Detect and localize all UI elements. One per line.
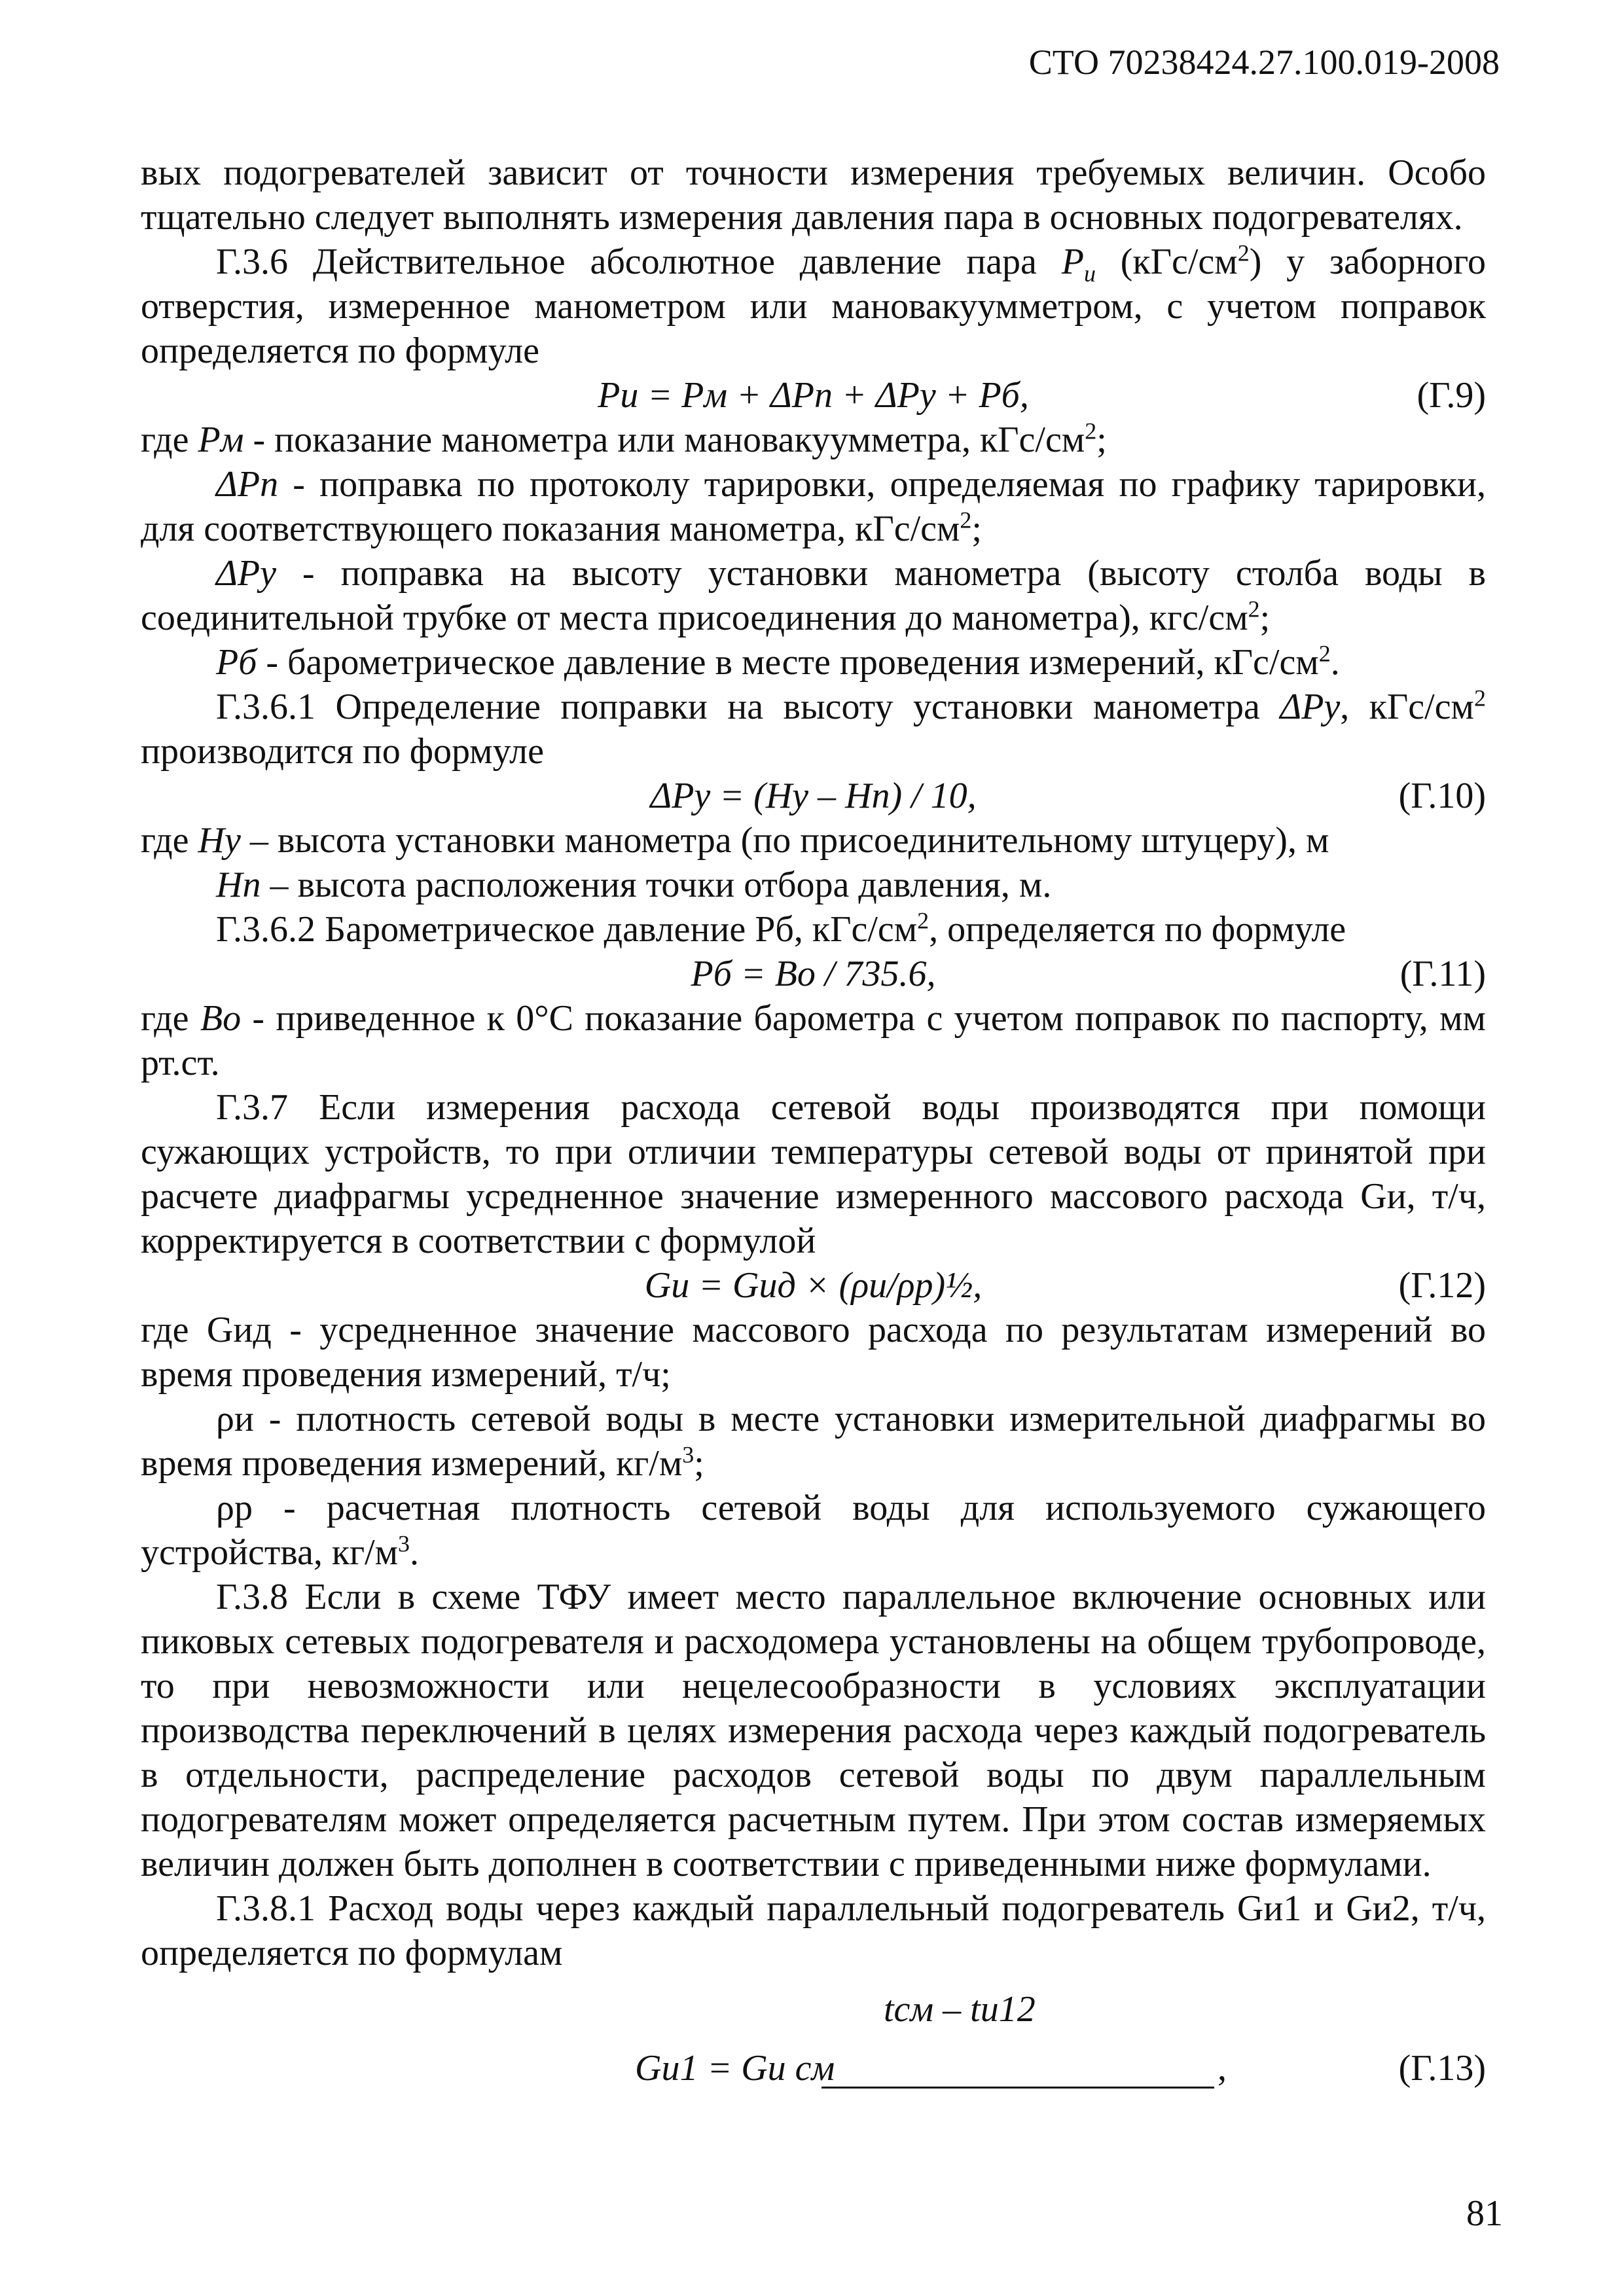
text-span: где: [141, 998, 200, 1039]
symbol: Pм: [198, 420, 244, 460]
superscript: 2: [917, 907, 929, 934]
superscript: 2: [1474, 685, 1486, 711]
formula-g13: [141, 1975, 1486, 2106]
formula-expression: Pи = Pм + ΔPп + ΔPу + Pб,: [598, 375, 1029, 416]
formula-expression: Pб = Bо / 735.6,: [691, 954, 936, 994]
formula-number: (Г.11): [1399, 954, 1486, 994]
formula-number: (Г.13): [1398, 2048, 1486, 2089]
text-span: , определяется по формуле: [929, 909, 1346, 950]
symbol: ΔPп: [216, 464, 279, 505]
where-clause-dpn: [141, 462, 1486, 551]
where-clause-hp: [141, 863, 1486, 907]
symbol: Hп: [216, 865, 261, 905]
superscript: 2: [1085, 418, 1097, 444]
text-span: Г.3.6.1 Определение поправки на высоту установки манометра: [216, 687, 1280, 727]
symbol: ΔPу: [1280, 687, 1341, 727]
text-span: – высота установки манометра (по присоединительному штуцеру), м: [240, 820, 1329, 861]
formula-g11: [141, 952, 1486, 996]
text-span: - поправка на высоту установки манометра (высоту столба воды в соединительной трубке от места присоединения до манометра), кгс/см: [141, 553, 1486, 638]
pressure-symbol: [1061, 242, 1096, 287]
text-span: ;: [694, 1443, 704, 1484]
text-span: – высота расположения точки отбора давления, м.: [261, 865, 1052, 905]
fraction-bar: [821, 2087, 1214, 2089]
paragraph-g38: Г.3.8 Если в схеме ТФУ имеет место параллельное включение основных или пиковых сетевых подогревателя и расходомера установлены на общем трубопроводе, то при невозможности или нецелесообразности в условиях эксплуатации производства переключений в целях измерения расхода через каждый подогреватель в отдельности, распределение расходов сетевой воды по двум параллельным подогревателям может определяется расчетным путем. При этом состав измеряемых величин должен быть дополнен в соответствии с приведенными ниже формулами.: [141, 1577, 1486, 1884]
text-span: ;: [1096, 420, 1107, 460]
symbol-P: P: [1061, 242, 1084, 282]
text-span: ;: [1259, 598, 1271, 638]
text-span: - поправка по протоколу тарировки, определяемая по графику тарировки, для соответствующего показания манометра, кГс/см: [141, 464, 1486, 549]
paragraph-g361: [141, 685, 1486, 774]
formula-numerator: tсм – tи12: [884, 1989, 1036, 2030]
symbol: ΔPу: [216, 553, 276, 594]
text-span: - приведенное к 0°С показание барометра с учетом поправок по паспорту, мм рт.ст.: [141, 998, 1486, 1083]
symbol: Hу: [198, 820, 241, 861]
symbol: Bо: [200, 998, 242, 1039]
formula-number: (Г.12): [1398, 1265, 1486, 1306]
text-span: - показание манометра или мановакуумметра, кГс/см: [244, 420, 1085, 460]
where-clause-bo: [141, 996, 1486, 1085]
text-span: .: [1330, 642, 1340, 683]
text-span: Г.3.6.2 Барометрическое давление Pб, кГс/см: [216, 909, 918, 950]
subscript: и: [1083, 260, 1096, 287]
formula-number: (Г.9): [1416, 375, 1486, 416]
superscript: 3: [398, 1530, 410, 1557]
paragraph-g381: Г.3.8.1 Расход воды через каждый параллельный подогреватель Gи1 и Gи2, т/ч, определяется по формулам: [141, 1888, 1486, 1973]
where-clause-pm: [141, 418, 1486, 462]
superscript: 3: [682, 1441, 695, 1468]
formula-expression: Gи = Gид × (ρи/ρр)½,: [644, 1265, 983, 1306]
text-span: (кГс/см: [1095, 242, 1238, 282]
where-clause-gid: где Gид - усредненное значение массового расхода по результатам измерений во время проведения измерений, т/ч;: [141, 1310, 1486, 1395]
superscript: 2: [1248, 596, 1260, 622]
formula-g12: [141, 1263, 1486, 1308]
where-clause-dpy: [141, 551, 1486, 640]
formula-lhs: Gи1 = Gи см: [635, 2048, 835, 2089]
where-clause-hy: [141, 818, 1486, 863]
paragraph-intro: вых подогревателей зависит от точности измерения требуемых величин. Особо тщательно следует выполнять измерения давления пара в основных подогревателях.: [141, 152, 1486, 238]
text-span: где: [141, 420, 198, 460]
document-code-header: СТО 70238424.27.100.019-2008: [1028, 43, 1500, 82]
text-span: , кГс/см: [1340, 687, 1474, 727]
paragraph-g362: [141, 907, 1486, 952]
text-span: ;: [971, 509, 982, 549]
formula-number: (Г.10): [1398, 776, 1486, 816]
where-clause-rho-i: [141, 1397, 1486, 1486]
text-span: Г.3.6 Действительное абсолютное давление пара: [216, 242, 1062, 282]
text-span: ) у заборного отверстия, измеренное манометром или мановакуумметром, с учетом поправок определяется по формуле: [141, 242, 1486, 371]
document-body: [141, 151, 1486, 2106]
paragraph-g36: [141, 240, 1486, 373]
paragraph-g37: Г.3.7 Если измерения расхода сетевой воды производятся при помощи сужающих устройств, то при отличии температуры сетевой воды от принятой при расчете диафрагмы усредненное значение измеренного массового расхода Gи, т/ч, корректируется в соответствии с формулой: [141, 1087, 1486, 1261]
symbol: Pб: [216, 642, 257, 683]
text-span: ρи - плотность сетевой воды в месте установки измерительной диафрагмы во время проведения измерений, кг/м: [141, 1399, 1486, 1484]
formula-g9: [141, 373, 1486, 418]
text-span: ρр - расчетная плотность сетевой воды для используемого сужающего устройства, кг/м: [141, 1488, 1486, 1573]
superscript: 2: [1318, 640, 1331, 667]
page-number: 81: [1466, 2193, 1503, 2234]
superscript: 2: [1237, 240, 1250, 266]
where-clause-rho-p: [141, 1486, 1486, 1575]
formula-expression: ΔPу = (Hу – Hп) / 10,: [650, 776, 977, 816]
superscript: 2: [960, 507, 972, 533]
text-span: где: [141, 820, 198, 861]
formula-comma: ,: [1218, 2048, 1227, 2089]
where-clause-pb: [141, 640, 1486, 685]
text-span: - барометрическое давление в месте проведения измерений, кГс/см: [257, 642, 1319, 683]
text-span: производится по формуле: [141, 731, 544, 772]
text-span: .: [410, 1532, 420, 1573]
formula-g10: [141, 774, 1486, 818]
